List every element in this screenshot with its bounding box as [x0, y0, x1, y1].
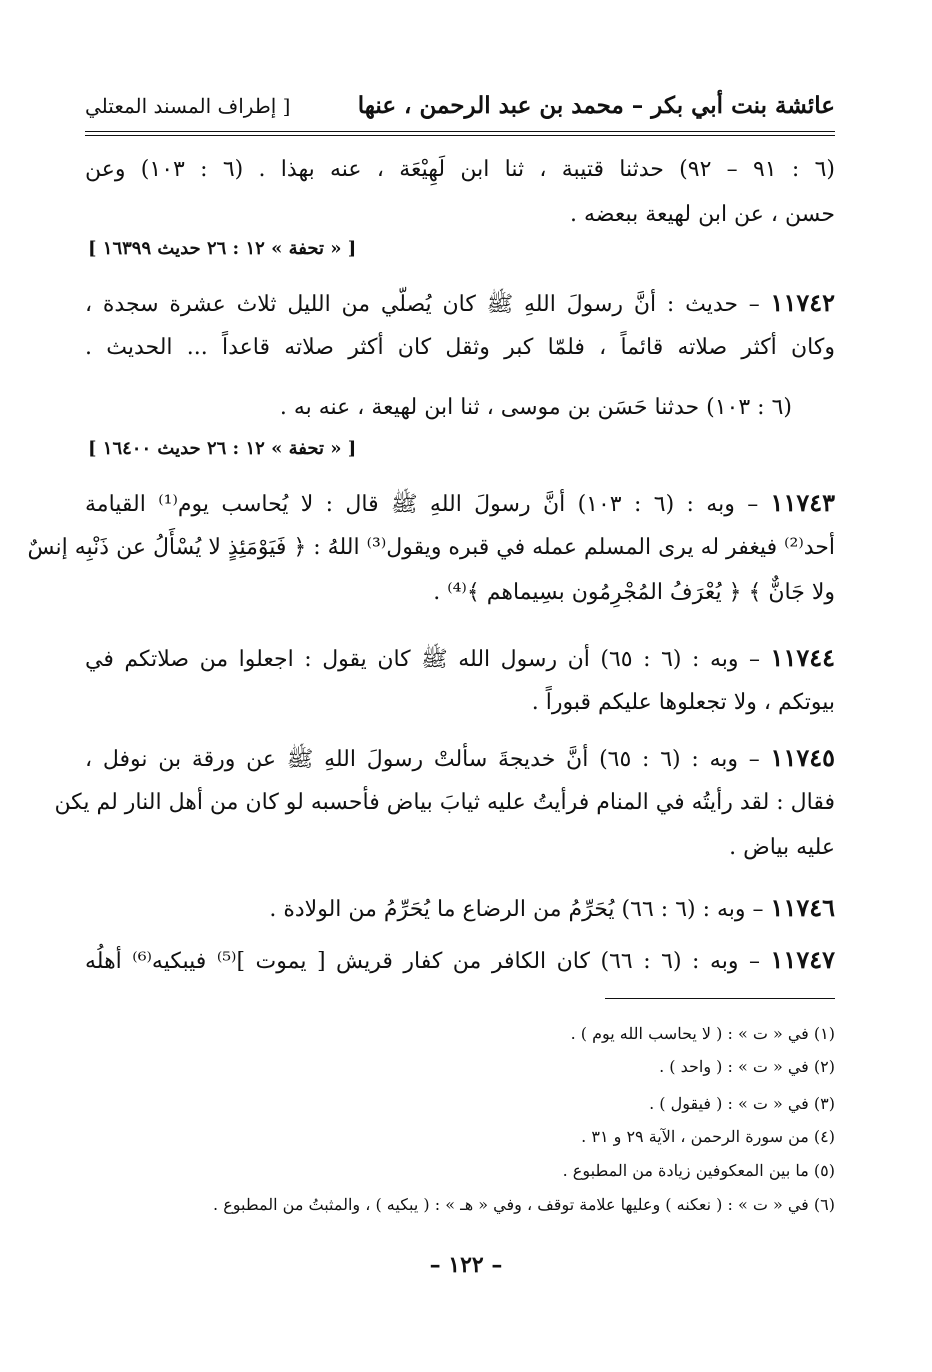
body-line: فقال : لقد رأيتُه في المنام فرأيتُ عليه ثيابَ بياض فأحسبه لو كان من أهل النار لم يكن: [54, 790, 835, 815]
chapter-title: عائشة بنت أبي بكر – محمد بن عبد الرحمن ، عنها: [357, 92, 835, 119]
footnote: (٦) في « ت » : ( نعكنه ) وعليها علامة توقف ، وفي « هـ » : ( يبكيه ) ، والمثبتُ من المطبوع .: [213, 1195, 835, 1214]
footnote: (٢) في « ت » : ( واحد ) .: [659, 1057, 835, 1076]
hadith-number: ١١٧٤٧: [770, 945, 835, 974]
body-line: (٦ : ١٠٣) حدثنا حَسَن بن موسى ، ثنا ابن لهيعة ، عنه به .: [279, 395, 792, 420]
footnote: (٣) في « ت » : ( فيقول ) .: [649, 1094, 835, 1113]
body-line: بيوتكم ، ولا تجعلوها عليكم قبوراً .: [531, 690, 835, 715]
hadith-text: – وبه : (٦ : ٦٥) أنَّ خديجةَ سألتْ رسولَ اللهِ ﷺ عن ورقة بن نوفل ،: [85, 747, 760, 772]
hadith-text: – وبه : (٦ : ٦٥) أن رسول الله ﷺ كان يقول : اجعلوا من صلاتكم في: [85, 647, 761, 672]
book-title: [ إطراف المسند المعتلي: [85, 94, 291, 118]
tuhfa-reference: [ « تحفة » ١٢ : ٢٦ حديث ١٦٣٩٩ ]: [88, 238, 357, 259]
hadith-number: ١١٧٤٣: [770, 488, 835, 517]
hadith-number: ١١٧٤٤: [770, 643, 835, 672]
page-number: – ١٢٢ –: [429, 1252, 503, 1278]
hadith-11745: [85, 743, 835, 775]
body-line: وكان أكثر صلاته قائماً ، فلمّا كبر وثقل كان أكثر صلاته قاعداً ... الحديث .: [85, 335, 835, 360]
body-line: حسن ، عن ابن لهيعة ببعضه .: [569, 202, 835, 227]
hadith-11744: [85, 643, 835, 675]
hadith-number: ١١٧٤٥: [770, 743, 835, 772]
hadith-11746: [85, 893, 835, 925]
header-rule: [85, 131, 835, 132]
body-line: عليه بياض .: [729, 835, 835, 860]
footnote: (٤) من سورة الرحمن ، الآية ٢٩ و ٣١ .: [581, 1127, 835, 1146]
body-line: (٦ : ٩١ – ٩٢) حدثنا قتيبة ، ثنا ابن لَهِيْعَة ، عنه بهذا . (٦ : ١٠٣) وعن: [85, 157, 835, 182]
hadith-11742: [85, 288, 835, 320]
hadith-11747: [85, 945, 835, 977]
running-header: [85, 92, 835, 128]
footnote-separator: [605, 998, 835, 999]
hadith-text: – وبه : (٦ : ١٠٣) أنَّ رسولَ اللهِ ﷺ قال : لا يُحاسب يوم⁽¹⁾ القيامة: [85, 492, 759, 517]
hadith-text: – وبه : (٦ : ٦٦) يُحَرِّمُ من الرضاع ما يُحَرِّمُ من الولادة .: [269, 897, 764, 922]
hadith-number: ١١٧٤٦: [770, 893, 835, 922]
hadith-text: – حديث : أنَّ رسولَ اللهِ ﷺ كان يُصلّي من الليل ثلاث عشرة سجدة ،: [85, 292, 760, 317]
hadith-11743: [85, 488, 835, 520]
body-line: ولا جَانٌّ ﴾ ﴿ يُعْرَفُ المُجْرِمُون بسِيماهم ﴾⁽⁴⁾ .: [433, 580, 835, 605]
body-line: أحد⁽²⁾ فيغفر له يرى المسلم عمله في قبره ويقول⁽³⁾ اللهُ : ﴿ فَيَوْمَئِذٍ لا يُسْأَلُ عن ذَنْبِه إنسٌ: [27, 535, 835, 560]
footnote: (١) في « ت » : ( لا يحاسب الله يوم ) .: [570, 1024, 835, 1043]
tuhfa-reference: [ « تحفة » ١٢ : ٢٦ حديث ١٦٤٠٠ ]: [88, 438, 357, 459]
hadith-text: – وبه : (٦ : ٦٦) كان الكافر من كفار قريش [ يموت ]⁽⁵⁾ فيبكيه⁽⁶⁾ أهلُه: [85, 949, 761, 974]
hadith-number: ١١٧٤٢: [770, 288, 835, 317]
header-rule-thin: [85, 135, 835, 136]
footnote: (٥) ما بين المعكوفين زيادة من المطبوع .: [562, 1161, 835, 1180]
